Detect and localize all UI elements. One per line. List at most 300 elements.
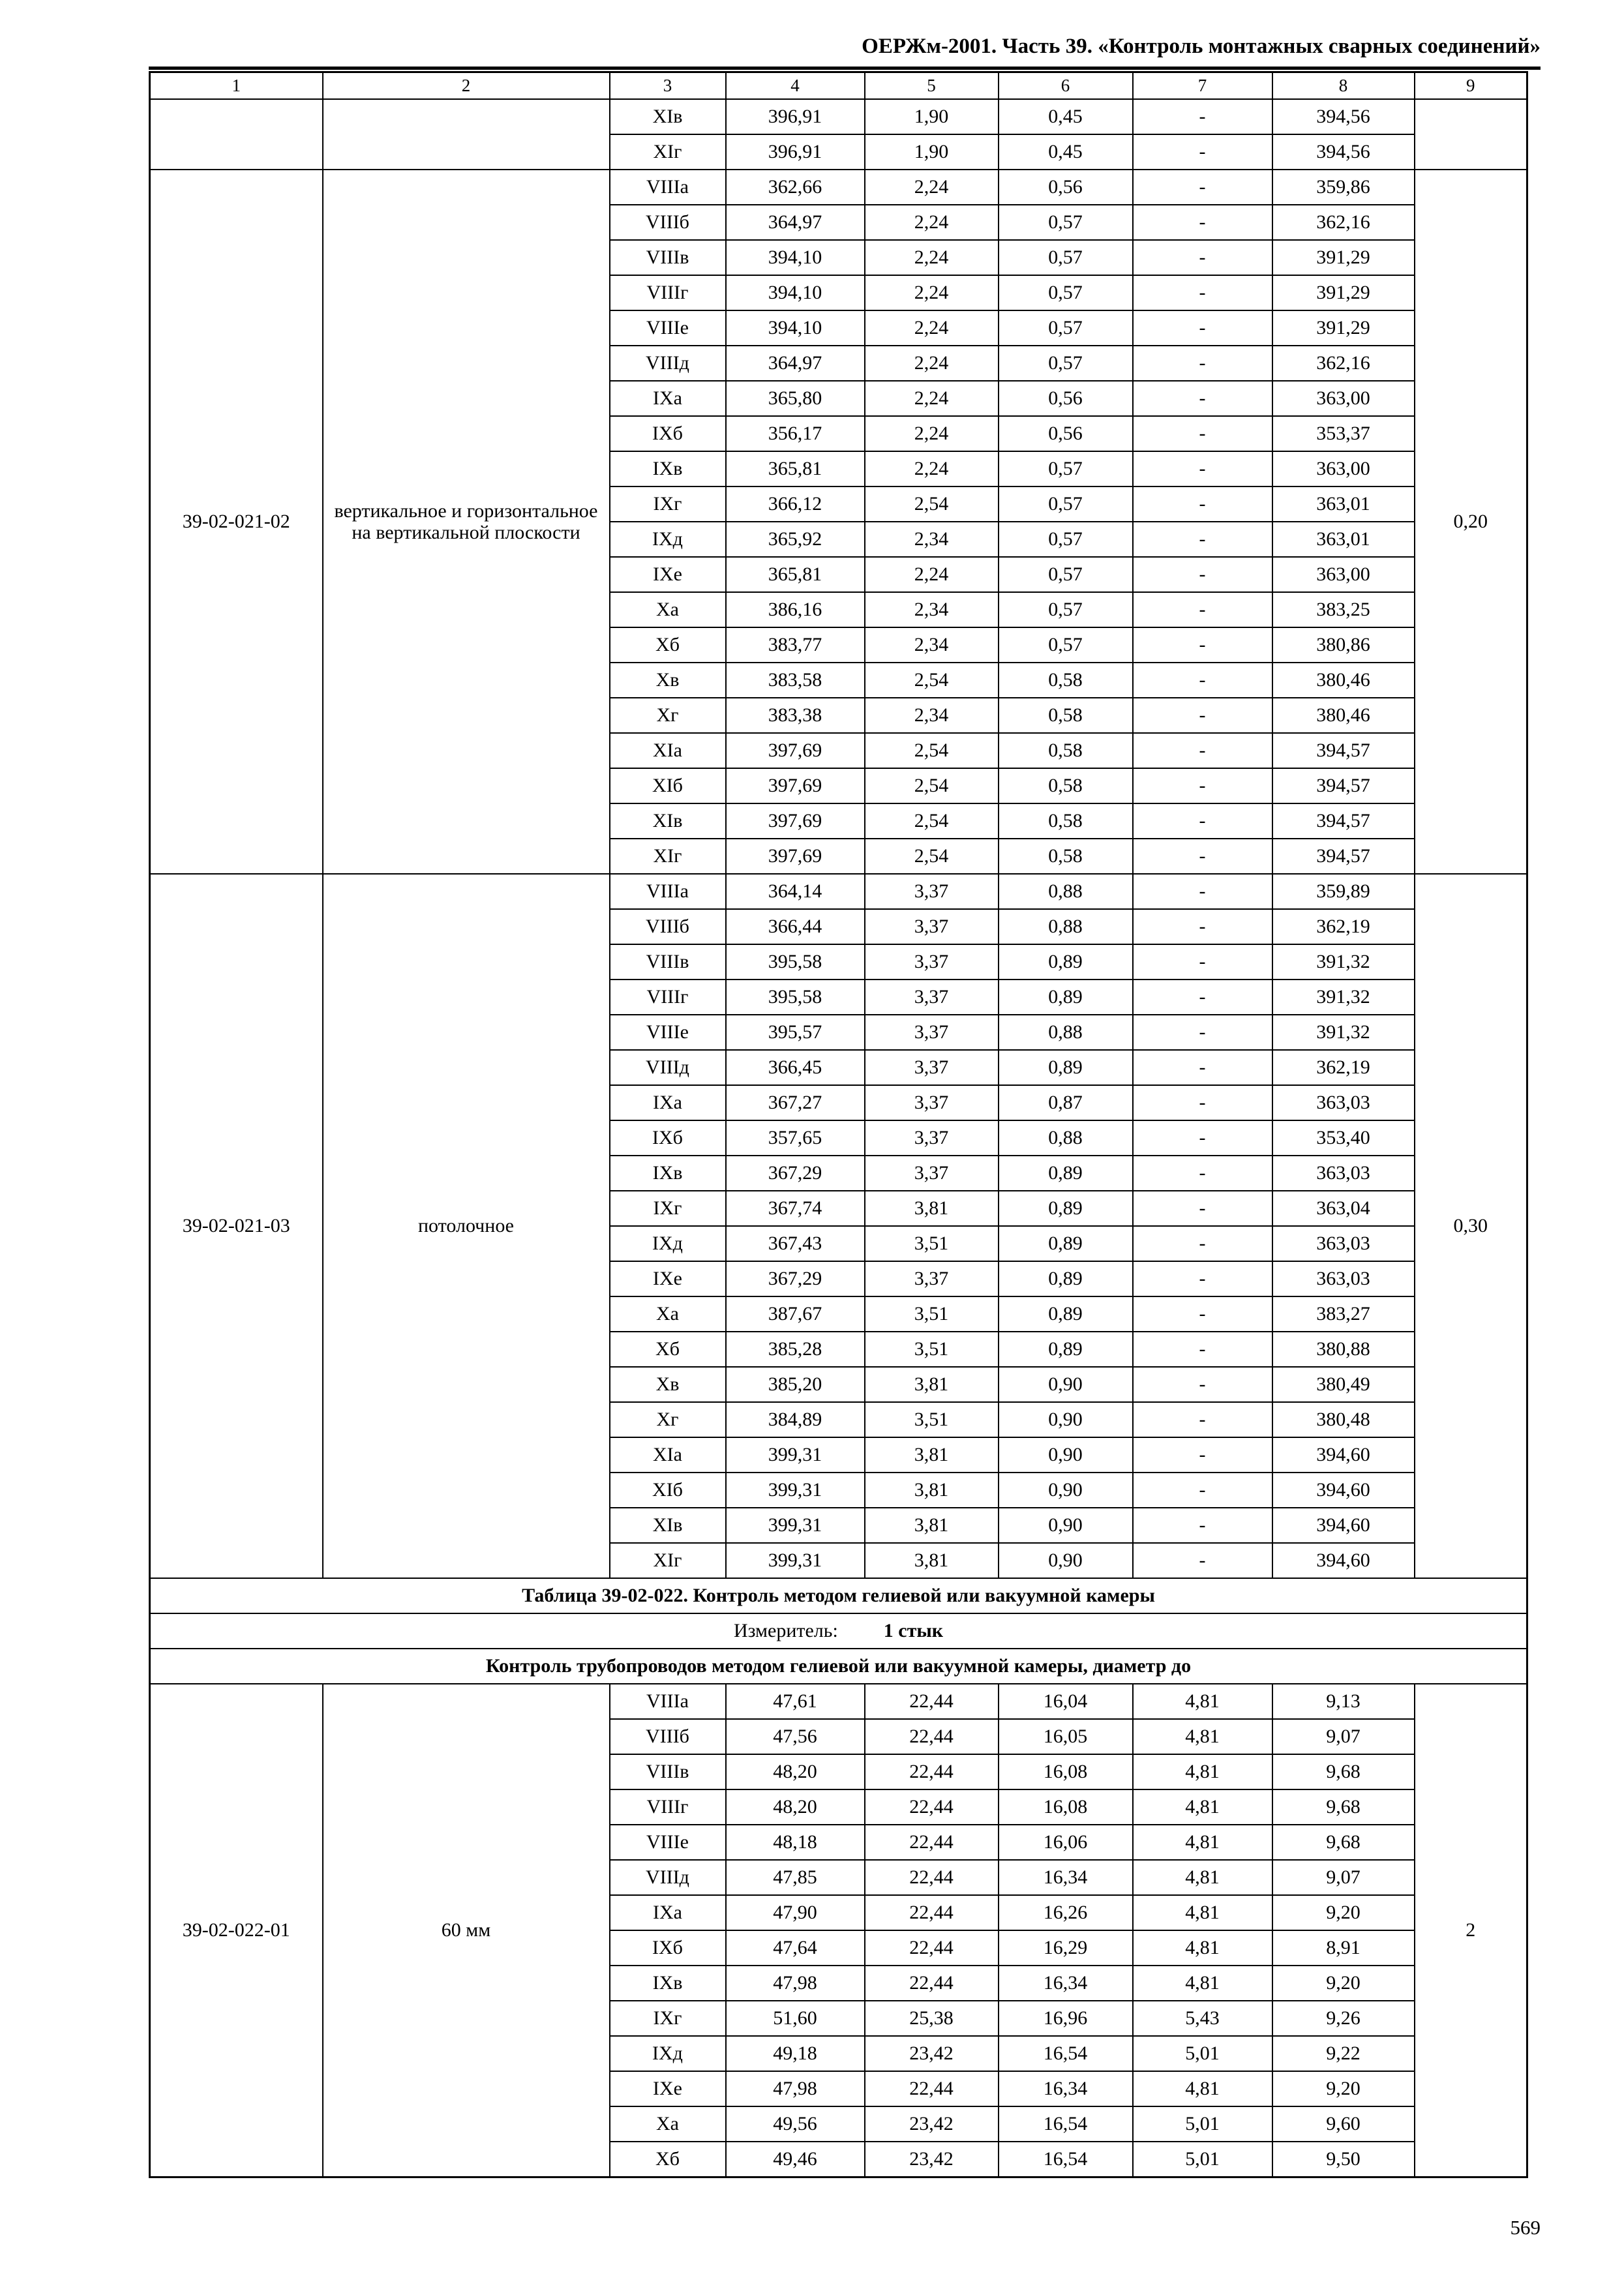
value-cell: - [1133, 486, 1272, 522]
value-cell: 22,44 [865, 1966, 999, 2001]
value-cell: 363,03 [1272, 1261, 1415, 1296]
value-cell: 3,81 [865, 1543, 999, 1578]
value-cell: 3,51 [865, 1296, 999, 1332]
value-cell: 0,58 [999, 733, 1133, 768]
value-cell: 363,01 [1272, 486, 1415, 522]
value-cell: 387,67 [726, 1296, 865, 1332]
value-cell: 0,90 [999, 1508, 1133, 1543]
value-cell: 383,58 [726, 663, 865, 698]
value-cell: 5,01 [1133, 2142, 1272, 2177]
code-cell [150, 99, 323, 170]
value-cell: 16,06 [999, 1825, 1133, 1860]
value-cell: 0,89 [999, 1332, 1133, 1367]
column-number: 8 [1272, 72, 1415, 99]
value-cell: 22,44 [865, 1895, 999, 1930]
table-row [150, 874, 1527, 909]
group-cell: IXб [610, 1930, 726, 1966]
value-cell: 367,29 [726, 1156, 865, 1191]
value-cell: 16,08 [999, 1789, 1133, 1825]
table-row [150, 1684, 1527, 1719]
value-cell: 0,90 [999, 1543, 1133, 1578]
value-cell: 365,80 [726, 381, 865, 416]
value-cell: 3,37 [865, 1085, 999, 1120]
value-cell: 2,54 [865, 768, 999, 803]
value-cell: - [1133, 1296, 1272, 1332]
value-cell: - [1133, 803, 1272, 839]
group-cell: Xб [610, 1332, 726, 1367]
value-cell: 383,27 [1272, 1296, 1415, 1332]
value-cell: 2,34 [865, 698, 999, 733]
column-number-row [150, 72, 1527, 99]
value-cell: 362,16 [1272, 205, 1415, 240]
group-cell: IXг [610, 486, 726, 522]
value-cell: 0,89 [999, 1156, 1133, 1191]
value-cell: 16,96 [999, 2001, 1133, 2036]
value-cell: 5,01 [1133, 2106, 1272, 2142]
value-cell: 22,44 [865, 1860, 999, 1895]
value-cell: - [1133, 733, 1272, 768]
code-cell: 39-02-022-01 [150, 1684, 323, 2177]
value-cell: - [1133, 205, 1272, 240]
value-cell: 2,34 [865, 522, 999, 557]
value-cell: 0,56 [999, 170, 1133, 205]
value-cell: 3,37 [865, 874, 999, 909]
group-cell: VIIIд [610, 1860, 726, 1895]
value-cell: 4,81 [1133, 1789, 1272, 1825]
value-cell: 0,89 [999, 1261, 1133, 1296]
value-cell: - [1133, 1508, 1272, 1543]
value-cell: 380,88 [1272, 1332, 1415, 1367]
value-cell: 9,20 [1272, 2071, 1415, 2106]
group-cell: XIа [610, 733, 726, 768]
value-cell: 363,00 [1272, 451, 1415, 486]
value-cell: 0,58 [999, 698, 1133, 733]
value-cell: 0,88 [999, 909, 1133, 944]
value-cell: 3,81 [865, 1473, 999, 1508]
value-cell: 380,86 [1272, 627, 1415, 663]
value-cell: 9,68 [1272, 1754, 1415, 1789]
group-cell: XIг [610, 1543, 726, 1578]
value-cell: - [1133, 451, 1272, 486]
value-cell: 49,18 [726, 2036, 865, 2071]
value-cell: 0,58 [999, 768, 1133, 803]
group-cell: Xа [610, 2106, 726, 2142]
value-cell: 396,91 [726, 99, 865, 134]
value-cell: 394,56 [1272, 99, 1415, 134]
value-cell: 380,46 [1272, 698, 1415, 733]
value-cell: 395,57 [726, 1015, 865, 1050]
value-cell: 22,44 [865, 1930, 999, 1966]
value-cell: 363,03 [1272, 1156, 1415, 1191]
value-cell: 2,24 [865, 275, 999, 310]
value-cell: 362,19 [1272, 909, 1415, 944]
value-cell: 48,18 [726, 1825, 865, 1860]
value-cell: 391,32 [1272, 944, 1415, 980]
value-cell: 4,81 [1133, 1895, 1272, 1930]
value-cell: 397,69 [726, 839, 865, 874]
value-cell: 0,57 [999, 310, 1133, 346]
group-cell: IXд [610, 2036, 726, 2071]
value-cell: 47,64 [726, 1930, 865, 1966]
value-cell: 22,44 [865, 2071, 999, 2106]
value-cell: 47,61 [726, 1684, 865, 1719]
value-cell: 391,29 [1272, 310, 1415, 346]
value-cell: 4,81 [1133, 1930, 1272, 1966]
value-cell: 3,37 [865, 980, 999, 1015]
group-cell: Xв [610, 1367, 726, 1402]
value-cell: 23,42 [865, 2036, 999, 2071]
value-cell: 23,42 [865, 2142, 999, 2177]
value-cell: 9,20 [1272, 1895, 1415, 1930]
value-cell: 2,24 [865, 170, 999, 205]
value-cell: 23,42 [865, 2106, 999, 2142]
value-cell: - [1133, 627, 1272, 663]
group-cell: VIIIб [610, 205, 726, 240]
value-cell: 3,81 [865, 1191, 999, 1226]
group-cell: IXг [610, 1191, 726, 1226]
factor-cell [1415, 99, 1527, 170]
value-cell: 0,90 [999, 1437, 1133, 1473]
value-cell: 47,90 [726, 1895, 865, 1930]
value-cell: 365,81 [726, 451, 865, 486]
group-cell: Xг [610, 698, 726, 733]
group-cell: VIIIа [610, 874, 726, 909]
value-cell: 397,69 [726, 733, 865, 768]
value-cell: 391,29 [1272, 275, 1415, 310]
value-cell: 49,56 [726, 2106, 865, 2142]
value-cell: 396,91 [726, 134, 865, 170]
description-cell: потолочное [323, 874, 610, 1578]
column-number: 5 [865, 72, 999, 99]
group-cell: VIIIг [610, 275, 726, 310]
value-cell: 0,57 [999, 592, 1133, 627]
column-number: 2 [323, 72, 610, 99]
value-cell: 25,38 [865, 2001, 999, 2036]
value-cell: 4,81 [1133, 1719, 1272, 1754]
value-cell: 359,89 [1272, 874, 1415, 909]
value-cell: 2,24 [865, 205, 999, 240]
group-cell: VIIIе [610, 1825, 726, 1860]
value-cell: - [1133, 839, 1272, 874]
value-cell: 3,37 [865, 1120, 999, 1156]
value-cell: - [1133, 1473, 1272, 1508]
value-cell: 16,04 [999, 1684, 1133, 1719]
value-cell: 383,25 [1272, 592, 1415, 627]
table-row [150, 99, 1527, 134]
value-cell: 16,29 [999, 1930, 1133, 1966]
group-cell: IXе [610, 557, 726, 592]
value-cell: 391,32 [1272, 980, 1415, 1015]
factor-cell: 0,30 [1415, 874, 1527, 1578]
value-cell: 367,43 [726, 1226, 865, 1261]
value-cell: 2,24 [865, 451, 999, 486]
value-cell: 385,20 [726, 1367, 865, 1402]
value-cell: - [1133, 698, 1272, 733]
group-cell: VIIIв [610, 944, 726, 980]
value-cell: 47,85 [726, 1860, 865, 1895]
section-subheader-row [150, 1649, 1527, 1684]
value-cell: 0,87 [999, 1085, 1133, 1120]
value-cell: 0,57 [999, 486, 1133, 522]
value-cell: 4,81 [1133, 1754, 1272, 1789]
group-cell: IXд [610, 1226, 726, 1261]
page-number: 569 [1510, 2215, 1541, 2239]
group-cell: IXв [610, 451, 726, 486]
value-cell: 3,37 [865, 1015, 999, 1050]
norm-table-body [150, 99, 1527, 2177]
value-cell: 9,07 [1272, 1719, 1415, 1754]
group-cell: VIIIа [610, 170, 726, 205]
value-cell: 0,90 [999, 1367, 1133, 1402]
value-cell: 9,50 [1272, 2142, 1415, 2177]
value-cell: - [1133, 1226, 1272, 1261]
group-cell: IXа [610, 381, 726, 416]
value-cell: 363,03 [1272, 1226, 1415, 1261]
group-cell: VIIIб [610, 909, 726, 944]
value-cell: 394,60 [1272, 1437, 1415, 1473]
value-cell: - [1133, 346, 1272, 381]
value-cell: 397,69 [726, 803, 865, 839]
value-cell: - [1133, 1367, 1272, 1402]
group-cell: IXа [610, 1895, 726, 1930]
value-cell: 394,10 [726, 310, 865, 346]
value-cell: 16,34 [999, 1860, 1133, 1895]
value-cell: 9,26 [1272, 2001, 1415, 2036]
value-cell: 2,34 [865, 627, 999, 663]
value-cell: 363,04 [1272, 1191, 1415, 1226]
value-cell: 47,98 [726, 1966, 865, 2001]
value-cell: 399,31 [726, 1508, 865, 1543]
value-cell: 3,81 [865, 1508, 999, 1543]
value-cell: - [1133, 240, 1272, 275]
value-cell: 16,34 [999, 2071, 1133, 2106]
group-cell: XIв [610, 99, 726, 134]
value-cell: 0,57 [999, 557, 1133, 592]
header-rule [149, 67, 1541, 70]
value-cell: - [1133, 1015, 1272, 1050]
value-cell: 383,38 [726, 698, 865, 733]
value-cell: 9,13 [1272, 1684, 1415, 1719]
value-cell: 0,89 [999, 944, 1133, 980]
value-cell: 0,58 [999, 803, 1133, 839]
group-cell: VIIIв [610, 1754, 726, 1789]
value-cell: 394,10 [726, 275, 865, 310]
value-cell: 394,57 [1272, 768, 1415, 803]
value-cell: 4,81 [1133, 1860, 1272, 1895]
value-cell: 3,51 [865, 1332, 999, 1367]
group-cell: Xб [610, 627, 726, 663]
value-cell: 22,44 [865, 1684, 999, 1719]
group-cell: XIв [610, 803, 726, 839]
value-cell: 353,40 [1272, 1120, 1415, 1156]
value-cell: 391,32 [1272, 1015, 1415, 1050]
value-cell: 4,81 [1133, 1825, 1272, 1860]
group-cell: IXг [610, 2001, 726, 2036]
value-cell: 2,34 [865, 592, 999, 627]
value-cell: 48,20 [726, 1789, 865, 1825]
value-cell: - [1133, 1543, 1272, 1578]
description-cell [323, 99, 610, 170]
value-cell: 2,54 [865, 663, 999, 698]
group-cell: VIIIд [610, 1050, 726, 1085]
measure-row [150, 1613, 1527, 1649]
value-cell: 356,17 [726, 416, 865, 451]
value-cell: 391,29 [1272, 240, 1415, 275]
value-cell: 357,65 [726, 1120, 865, 1156]
value-cell: 2,24 [865, 557, 999, 592]
value-cell: 2,54 [865, 839, 999, 874]
value-cell: 0,88 [999, 1120, 1133, 1156]
value-cell: 9,20 [1272, 1966, 1415, 2001]
value-cell: 364,97 [726, 346, 865, 381]
value-cell: - [1133, 1437, 1272, 1473]
value-cell: 3,51 [865, 1402, 999, 1437]
column-number: 1 [150, 72, 323, 99]
value-cell: 366,45 [726, 1050, 865, 1085]
value-cell: 383,77 [726, 627, 865, 663]
value-cell: 364,14 [726, 874, 865, 909]
group-cell: VIIIд [610, 346, 726, 381]
value-cell: 22,44 [865, 1789, 999, 1825]
value-cell: 365,92 [726, 522, 865, 557]
value-cell: - [1133, 944, 1272, 980]
measure-value: 1 стык [883, 1620, 944, 1642]
value-cell: 2,24 [865, 381, 999, 416]
value-cell: 363,00 [1272, 381, 1415, 416]
measure-cell [150, 1613, 1527, 1649]
group-cell: VIIIв [610, 240, 726, 275]
value-cell: 0,89 [999, 1296, 1133, 1332]
value-cell: - [1133, 1120, 1272, 1156]
value-cell: 362,16 [1272, 346, 1415, 381]
value-cell: - [1133, 663, 1272, 698]
value-cell: 0,57 [999, 205, 1133, 240]
group-cell: IXв [610, 1966, 726, 2001]
value-cell: 0,58 [999, 839, 1133, 874]
value-cell: - [1133, 416, 1272, 451]
value-cell: 0,57 [999, 451, 1133, 486]
value-cell: 363,00 [1272, 557, 1415, 592]
group-cell: Xв [610, 663, 726, 698]
value-cell: 0,89 [999, 1191, 1133, 1226]
value-cell: 47,98 [726, 2071, 865, 2106]
value-cell: - [1133, 1402, 1272, 1437]
group-cell: XIг [610, 839, 726, 874]
group-cell: IXб [610, 416, 726, 451]
group-cell: VIIIг [610, 1789, 726, 1825]
value-cell: 394,57 [1272, 733, 1415, 768]
value-cell: 394,56 [1272, 134, 1415, 170]
value-cell: 3,37 [865, 1261, 999, 1296]
value-cell: 4,81 [1133, 2071, 1272, 2106]
group-cell: XIа [610, 1437, 726, 1473]
group-cell: XIг [610, 134, 726, 170]
column-number: 3 [610, 72, 726, 99]
value-cell: 363,01 [1272, 522, 1415, 557]
value-cell: - [1133, 768, 1272, 803]
description-cell: 60 мм [323, 1684, 610, 2177]
value-cell: 2,54 [865, 803, 999, 839]
column-number: 9 [1415, 72, 1527, 99]
value-cell: 367,29 [726, 1261, 865, 1296]
value-cell: 3,37 [865, 944, 999, 980]
value-cell: 397,69 [726, 768, 865, 803]
value-cell: 0,89 [999, 1226, 1133, 1261]
value-cell: - [1133, 381, 1272, 416]
value-cell: 9,68 [1272, 1789, 1415, 1825]
code-cell: 39-02-021-02 [150, 170, 323, 874]
value-cell: 9,22 [1272, 2036, 1415, 2071]
group-cell: VIIIе [610, 1015, 726, 1050]
value-cell: - [1133, 874, 1272, 909]
value-cell: 0,45 [999, 99, 1133, 134]
value-cell: - [1133, 1261, 1272, 1296]
value-cell: - [1133, 522, 1272, 557]
group-cell: IXа [610, 1085, 726, 1120]
section-title: Таблица 39-02-022. Контроль методом гелиевой или вакуумной камеры [150, 1578, 1527, 1613]
value-cell: 0,88 [999, 874, 1133, 909]
factor-cell: 2 [1415, 1684, 1527, 2177]
value-cell: 380,46 [1272, 663, 1415, 698]
value-cell: 22,44 [865, 1754, 999, 1789]
group-cell: XIб [610, 1473, 726, 1508]
value-cell: 3,37 [865, 1156, 999, 1191]
value-cell: 5,43 [1133, 2001, 1272, 2036]
value-cell: 359,86 [1272, 170, 1415, 205]
value-cell: 0,57 [999, 627, 1133, 663]
value-cell: 16,34 [999, 1966, 1133, 2001]
value-cell: - [1133, 170, 1272, 205]
group-cell: IXб [610, 1120, 726, 1156]
value-cell: 2,54 [865, 486, 999, 522]
value-cell: 366,44 [726, 909, 865, 944]
value-cell: 364,97 [726, 205, 865, 240]
code-cell: 39-02-021-03 [150, 874, 323, 1578]
column-number: 4 [726, 72, 865, 99]
group-cell: IXе [610, 1261, 726, 1296]
value-cell: 3,37 [865, 1050, 999, 1085]
value-cell: 49,46 [726, 2142, 865, 2177]
value-cell: - [1133, 592, 1272, 627]
value-cell: 0,57 [999, 240, 1133, 275]
value-cell: 394,60 [1272, 1473, 1415, 1508]
value-cell: 394,60 [1272, 1508, 1415, 1543]
group-cell: IXд [610, 522, 726, 557]
value-cell: 395,58 [726, 944, 865, 980]
value-cell: 22,44 [865, 1825, 999, 1860]
value-cell: - [1133, 909, 1272, 944]
value-cell: 362,66 [726, 170, 865, 205]
value-cell: 3,51 [865, 1226, 999, 1261]
value-cell: 47,56 [726, 1719, 865, 1754]
value-cell: 16,54 [999, 2142, 1133, 2177]
value-cell: 0,57 [999, 346, 1133, 381]
value-cell: 4,81 [1133, 1966, 1272, 2001]
value-cell: 4,81 [1133, 1684, 1272, 1719]
value-cell: - [1133, 1050, 1272, 1085]
value-cell: 0,56 [999, 381, 1133, 416]
group-cell: Xа [610, 592, 726, 627]
section-title-row [150, 1578, 1527, 1613]
group-cell: XIв [610, 1508, 726, 1543]
value-cell: 367,74 [726, 1191, 865, 1226]
value-cell: 9,07 [1272, 1860, 1415, 1895]
value-cell: 3,81 [865, 1437, 999, 1473]
value-cell: 0,90 [999, 1473, 1133, 1508]
column-number: 7 [1133, 72, 1272, 99]
value-cell: 16,54 [999, 2106, 1133, 2142]
value-cell: 363,03 [1272, 1085, 1415, 1120]
